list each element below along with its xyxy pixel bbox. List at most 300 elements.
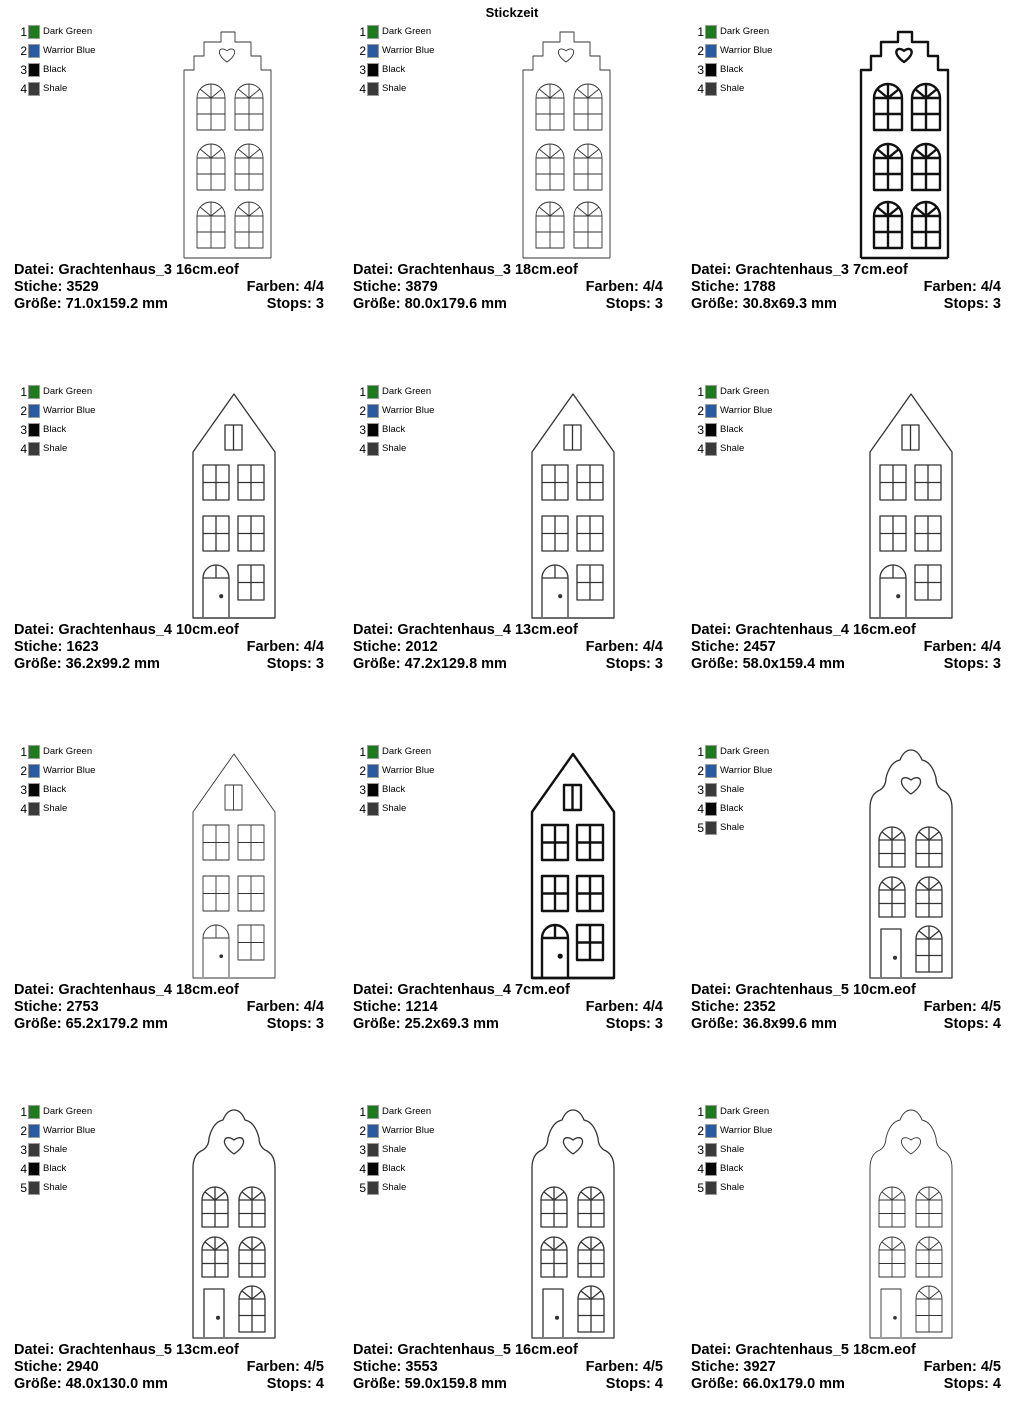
legend-row — [357, 799, 434, 818]
legend-number: 3 — [20, 422, 27, 437]
color-name: Dark Green — [43, 746, 93, 757]
color-name: Dark Green — [720, 1106, 770, 1117]
stitch-label: Stiche: — [14, 999, 63, 1015]
stitch-count: 2352 — [743, 999, 776, 1015]
stitch-row — [353, 1359, 663, 1376]
stitch-line — [14, 1359, 99, 1376]
stops-line — [606, 296, 663, 313]
legend-row — [18, 1178, 95, 1197]
colors-label: Farben: — [923, 1359, 977, 1375]
size-row — [691, 1016, 1001, 1033]
stitch-line — [691, 1359, 776, 1376]
stops-line — [606, 1016, 663, 1033]
colors-label: Farben: — [585, 279, 639, 295]
legend-number: 1 — [697, 384, 704, 399]
color-legend — [695, 22, 772, 98]
color-swatch — [705, 1105, 717, 1119]
legend-number: 1 — [20, 24, 27, 39]
color-name: Shale — [382, 1182, 407, 1193]
legend-row — [695, 41, 772, 60]
color-name: Shale — [43, 1182, 68, 1193]
color-name: Dark Green — [720, 386, 770, 397]
legend-row — [357, 401, 434, 420]
file-label: Datei: — [691, 1342, 732, 1358]
legend-number: 1 — [359, 744, 366, 759]
legend-row — [18, 22, 95, 41]
house-outline-icon — [816, 22, 956, 262]
colors-count: 4/5 — [980, 999, 1001, 1015]
stops-count: 4 — [654, 1376, 663, 1392]
house-outline-icon — [478, 742, 618, 982]
design-card — [353, 0, 673, 345]
design-info — [691, 262, 1001, 313]
legend-row — [18, 439, 95, 458]
color-swatch — [367, 404, 379, 418]
design-info — [353, 262, 663, 313]
file-label: Datei: — [691, 622, 732, 638]
design-preview — [816, 22, 956, 262]
stitch-label: Stiche: — [353, 279, 402, 295]
color-swatch — [705, 385, 717, 399]
size-row — [14, 656, 324, 673]
color-swatch — [28, 1143, 40, 1157]
design-info — [353, 622, 663, 673]
legend-number: 4 — [697, 801, 704, 816]
file-line — [353, 1342, 578, 1359]
legend-number: 2 — [697, 763, 704, 778]
color-name: Dark Green — [720, 26, 770, 37]
legend-row — [695, 818, 772, 837]
legend-number: 4 — [359, 81, 366, 96]
design-info — [691, 982, 1001, 1033]
design-preview — [816, 742, 956, 982]
house-outline-icon — [478, 382, 618, 622]
color-name: Dark Green — [43, 386, 93, 397]
legend-row — [18, 780, 95, 799]
stops-line — [606, 1376, 663, 1393]
color-swatch — [705, 764, 717, 778]
size-line — [691, 1376, 845, 1393]
color-swatch — [705, 802, 717, 816]
stops-label: Stops: — [605, 1016, 651, 1032]
color-swatch — [28, 783, 40, 797]
legend-number: 2 — [20, 43, 27, 58]
color-swatch — [367, 44, 379, 58]
legend-number: 3 — [697, 782, 704, 797]
stitch-count: 2012 — [405, 639, 438, 655]
color-name: Dark Green — [43, 1106, 93, 1117]
legend-number: 4 — [20, 801, 27, 816]
stitch-line — [691, 999, 776, 1016]
size-label: Größe: — [691, 1016, 739, 1032]
stops-count: 3 — [654, 656, 663, 672]
colors-count: 4/4 — [980, 279, 1001, 295]
file-name: Grachtenhaus_4 10cm.eof — [58, 622, 239, 638]
file-line — [14, 622, 239, 639]
color-name: Shale — [382, 803, 407, 814]
legend-row — [357, 1159, 434, 1178]
legend-row — [18, 79, 95, 98]
file-line — [353, 982, 570, 999]
design-preview — [816, 382, 956, 622]
color-swatch — [367, 783, 379, 797]
color-swatch — [367, 1181, 379, 1195]
legend-number: 1 — [359, 384, 366, 399]
legend-row — [357, 1178, 434, 1197]
stitch-label: Stiche: — [353, 639, 402, 655]
file-row — [14, 622, 324, 639]
color-swatch — [367, 802, 379, 816]
stitch-row — [353, 279, 663, 296]
color-name: Black — [43, 424, 67, 435]
color-swatch — [705, 25, 717, 39]
file-label: Datei: — [691, 982, 732, 998]
color-legend — [357, 742, 434, 818]
legend-number: 2 — [20, 403, 27, 418]
size-row — [353, 296, 663, 313]
file-row — [691, 622, 1001, 639]
size-line — [353, 296, 507, 313]
colors-label: Farben: — [246, 999, 300, 1015]
legend-row — [695, 1140, 772, 1159]
colors-count: 4/4 — [642, 639, 663, 655]
colors-count: 4/4 — [303, 999, 324, 1015]
file-name: Grachtenhaus_4 7cm.eof — [397, 982, 570, 998]
legend-row — [18, 1121, 95, 1140]
size-row — [353, 1016, 663, 1033]
color-swatch — [28, 44, 40, 58]
design-info — [14, 262, 324, 313]
color-name: Shale — [720, 443, 745, 454]
legend-row — [18, 401, 95, 420]
size-row — [691, 1376, 1001, 1393]
stops-label: Stops: — [266, 656, 312, 672]
legend-row — [18, 799, 95, 818]
color-swatch — [28, 745, 40, 759]
file-name: Grachtenhaus_5 18cm.eof — [735, 1342, 916, 1358]
stitch-count: 2940 — [66, 1359, 99, 1375]
legend-row — [357, 420, 434, 439]
stops-count: 4 — [992, 1016, 1001, 1032]
colors-count: 4/4 — [642, 279, 663, 295]
file-name: Grachtenhaus_3 16cm.eof — [58, 262, 239, 278]
stitch-row — [353, 999, 663, 1016]
legend-number: 5 — [359, 1180, 366, 1195]
legend-number: 4 — [697, 81, 704, 96]
color-name: Dark Green — [43, 26, 93, 37]
color-name: Warrior Blue — [43, 45, 96, 56]
size-value: 80.0x179.6 mm — [404, 296, 507, 312]
color-swatch — [28, 385, 40, 399]
size-line — [353, 1016, 499, 1033]
file-label: Datei: — [14, 982, 55, 998]
colors-count: 4/4 — [303, 639, 324, 655]
legend-number: 1 — [359, 24, 366, 39]
size-line — [353, 656, 507, 673]
color-swatch — [705, 821, 717, 835]
file-name: Grachtenhaus_4 18cm.eof — [58, 982, 239, 998]
stitch-label: Stiche: — [14, 639, 63, 655]
legend-number: 1 — [20, 384, 27, 399]
colors-line — [247, 999, 324, 1016]
color-name: Black — [720, 64, 744, 75]
stops-label: Stops: — [943, 1376, 989, 1392]
color-swatch — [28, 764, 40, 778]
design-card — [691, 720, 1011, 1065]
legend-number: 1 — [20, 1104, 27, 1119]
file-line — [691, 622, 916, 639]
size-value: 47.2x129.8 mm — [404, 656, 507, 672]
legend-row — [357, 382, 434, 401]
color-name: Black — [43, 64, 67, 75]
design-card — [691, 360, 1011, 705]
stitch-label: Stiche: — [691, 639, 740, 655]
colors-count: 4/4 — [980, 639, 1001, 655]
legend-row — [18, 60, 95, 79]
size-label: Größe: — [691, 656, 739, 672]
legend-number: 3 — [697, 1142, 704, 1157]
legend-number: 3 — [20, 1142, 27, 1157]
file-label: Datei: — [353, 622, 394, 638]
legend-number: 3 — [20, 62, 27, 77]
design-preview — [478, 22, 618, 262]
colors-line — [586, 1359, 663, 1376]
size-value: 66.0x179.0 mm — [742, 1376, 845, 1392]
file-row — [353, 622, 663, 639]
stitch-count: 3879 — [405, 279, 438, 295]
stitch-line — [14, 639, 99, 656]
file-row — [14, 982, 324, 999]
house-outline-icon — [816, 742, 956, 982]
color-name: Warrior Blue — [720, 1125, 773, 1136]
file-name: Grachtenhaus_4 13cm.eof — [397, 622, 578, 638]
color-swatch — [367, 82, 379, 96]
design-info — [14, 1342, 324, 1393]
color-swatch — [28, 423, 40, 437]
color-swatch — [367, 25, 379, 39]
file-label: Datei: — [353, 1342, 394, 1358]
size-label: Größe: — [353, 296, 401, 312]
color-name: Shale — [720, 1144, 745, 1155]
stops-line — [267, 656, 324, 673]
size-line — [353, 1376, 507, 1393]
color-swatch — [367, 1105, 379, 1119]
color-name: Shale — [720, 1182, 745, 1193]
legend-number: 4 — [359, 441, 366, 456]
legend-row — [18, 1159, 95, 1178]
legend-number: 5 — [697, 820, 704, 835]
stops-label: Stops: — [943, 1016, 989, 1032]
colors-count: 4/4 — [303, 279, 324, 295]
design-card — [14, 720, 334, 1065]
file-label: Datei: — [14, 622, 55, 638]
stitch-row — [353, 639, 663, 656]
stops-line — [267, 296, 324, 313]
stitch-label: Stiche: — [691, 1359, 740, 1375]
stops-count: 3 — [992, 296, 1001, 312]
legend-row — [357, 1102, 434, 1121]
legend-number: 3 — [697, 62, 704, 77]
stops-count: 3 — [315, 1016, 324, 1032]
stops-label: Stops: — [266, 1016, 312, 1032]
color-name: Dark Green — [720, 746, 770, 757]
design-preview — [139, 22, 279, 262]
legend-row — [18, 420, 95, 439]
stitch-label: Stiche: — [353, 1359, 402, 1375]
legend-row — [357, 1121, 434, 1140]
file-row — [14, 262, 324, 279]
colors-line — [586, 279, 663, 296]
legend-number: 2 — [20, 1123, 27, 1138]
file-line — [691, 262, 908, 279]
color-name: Warrior Blue — [720, 405, 773, 416]
legend-number: 3 — [359, 422, 366, 437]
color-swatch — [367, 1143, 379, 1157]
legend-row — [357, 22, 434, 41]
stitch-count: 1788 — [743, 279, 776, 295]
legend-number: 4 — [20, 1161, 27, 1176]
design-card — [691, 0, 1011, 345]
color-legend — [357, 22, 434, 98]
stitch-label: Stiche: — [14, 1359, 63, 1375]
legend-number: 5 — [20, 1180, 27, 1195]
color-name: Warrior Blue — [382, 765, 435, 776]
legend-row — [695, 742, 772, 761]
color-name: Dark Green — [382, 746, 432, 757]
colors-label: Farben: — [923, 639, 977, 655]
size-value: 71.0x159.2 mm — [65, 296, 168, 312]
stops-count: 4 — [315, 1376, 324, 1392]
color-swatch — [367, 745, 379, 759]
size-row — [14, 1016, 324, 1033]
colors-count: 4/4 — [642, 999, 663, 1015]
size-label: Größe: — [14, 656, 62, 672]
legend-number: 5 — [697, 1180, 704, 1195]
stitch-line — [14, 999, 99, 1016]
size-label: Größe: — [14, 1376, 62, 1392]
colors-count: 4/5 — [642, 1359, 663, 1375]
colors-label: Farben: — [246, 279, 300, 295]
house-outline-icon — [139, 22, 279, 262]
design-card — [353, 360, 673, 705]
design-preview — [139, 742, 279, 982]
color-swatch — [705, 783, 717, 797]
color-name: Shale — [43, 443, 68, 454]
file-label: Datei: — [14, 1342, 55, 1358]
stops-count: 3 — [654, 296, 663, 312]
size-label: Größe: — [353, 1376, 401, 1392]
size-value: 36.2x99.2 mm — [65, 656, 160, 672]
legend-row — [357, 742, 434, 761]
stops-count: 3 — [315, 656, 324, 672]
stitch-line — [353, 999, 438, 1016]
stitch-line — [691, 639, 776, 656]
color-swatch — [367, 1124, 379, 1138]
size-label: Größe: — [353, 656, 401, 672]
legend-row — [695, 1159, 772, 1178]
legend-row — [357, 79, 434, 98]
legend-number: 2 — [697, 43, 704, 58]
color-swatch — [705, 63, 717, 77]
size-value: 30.8x69.3 mm — [742, 296, 837, 312]
stitch-label: Stiche: — [691, 999, 740, 1015]
color-name: Warrior Blue — [720, 765, 773, 776]
file-line — [14, 1342, 239, 1359]
legend-number: 4 — [20, 441, 27, 456]
color-name: Warrior Blue — [382, 405, 435, 416]
colors-line — [924, 1359, 1001, 1376]
stitch-label: Stiche: — [691, 279, 740, 295]
file-name: Grachtenhaus_5 13cm.eof — [58, 1342, 239, 1358]
legend-number: 3 — [359, 1142, 366, 1157]
file-row — [691, 982, 1001, 999]
size-row — [691, 656, 1001, 673]
color-swatch — [705, 1181, 717, 1195]
color-name: Black — [720, 803, 744, 814]
stops-count: 3 — [315, 296, 324, 312]
color-swatch — [705, 404, 717, 418]
color-swatch — [28, 1181, 40, 1195]
legend-number: 2 — [359, 403, 366, 418]
legend-row — [695, 1121, 772, 1140]
design-info — [353, 982, 663, 1033]
design-card — [691, 1080, 1011, 1425]
color-name: Dark Green — [382, 1106, 432, 1117]
stitch-label: Stiche: — [353, 999, 402, 1015]
stops-label: Stops: — [943, 656, 989, 672]
color-name: Black — [720, 424, 744, 435]
design-info — [353, 1342, 663, 1393]
colors-count: 4/5 — [303, 1359, 324, 1375]
color-name: Shale — [720, 822, 745, 833]
color-name: Black — [382, 64, 406, 75]
stitch-count: 3553 — [405, 1359, 438, 1375]
legend-row — [695, 799, 772, 818]
color-name: Black — [43, 784, 67, 795]
color-swatch — [705, 44, 717, 58]
file-line — [353, 622, 578, 639]
file-name: Grachtenhaus_3 7cm.eof — [735, 262, 908, 278]
stitch-row — [691, 639, 1001, 656]
stops-label: Stops: — [943, 296, 989, 312]
color-swatch — [367, 1162, 379, 1176]
stitch-row — [14, 999, 324, 1016]
stops-count: 3 — [654, 1016, 663, 1032]
legend-number: 1 — [20, 744, 27, 759]
stitch-count: 1623 — [66, 639, 99, 655]
legend-row — [695, 780, 772, 799]
color-swatch — [28, 25, 40, 39]
legend-row — [695, 439, 772, 458]
size-value: 59.0x159.8 mm — [404, 1376, 507, 1392]
legend-number: 4 — [359, 801, 366, 816]
file-line — [14, 982, 239, 999]
legend-row — [18, 1140, 95, 1159]
color-name: Black — [382, 784, 406, 795]
stops-label: Stops: — [605, 1376, 651, 1392]
file-row — [691, 262, 1001, 279]
legend-number: 3 — [697, 422, 704, 437]
size-line — [14, 656, 160, 673]
legend-number: 1 — [359, 1104, 366, 1119]
legend-row — [695, 382, 772, 401]
legend-number: 3 — [359, 62, 366, 77]
file-row — [353, 982, 663, 999]
size-value: 65.2x179.2 mm — [65, 1016, 168, 1032]
colors-label: Farben: — [585, 1359, 639, 1375]
size-value: 58.0x159.4 mm — [742, 656, 845, 672]
colors-label: Farben: — [923, 999, 977, 1015]
